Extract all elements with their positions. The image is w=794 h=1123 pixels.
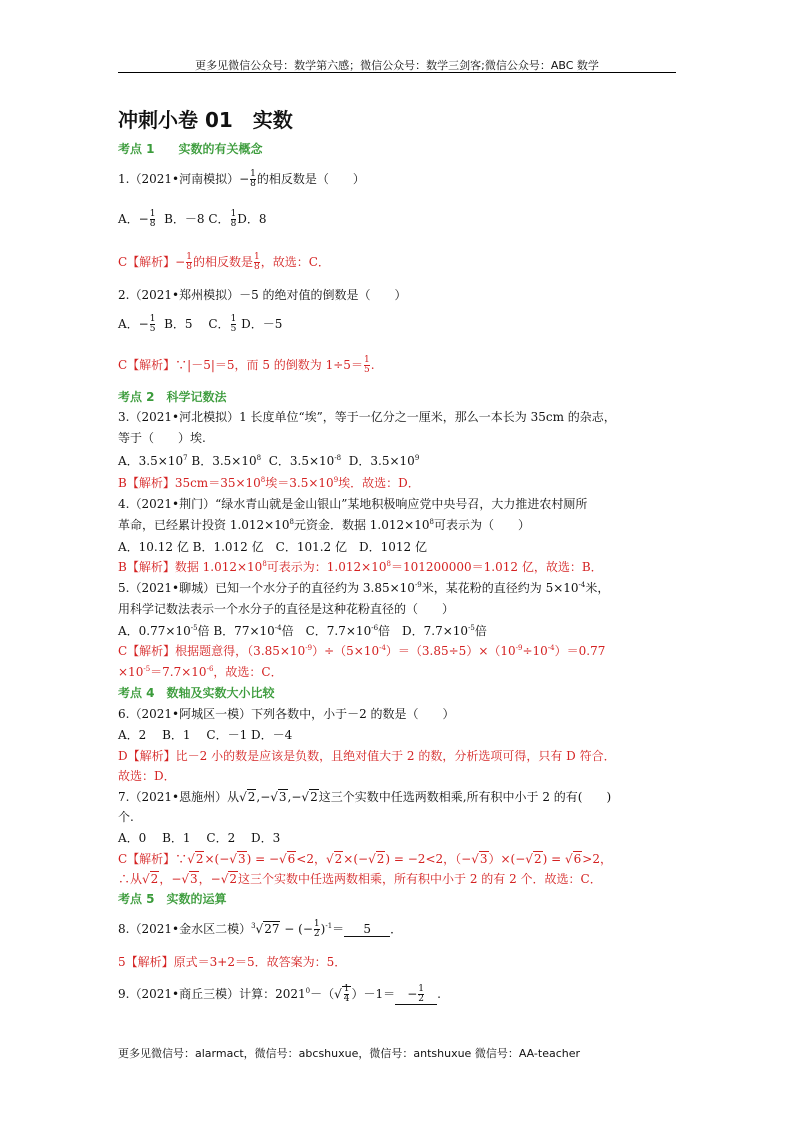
- question-5-line2: 用科学记数法表示一个水分子的直径是这种花粉直径的（ ）: [118, 602, 455, 616]
- answer-blank[interactable]: − $\frac{1}{2}$: [395, 985, 437, 1005]
- answer-7-line2: ∴从√2，−√3，−√2这三个实数中任选两数相乘，所有积中小于 2 的有 2 个．故选：C．: [118, 872, 602, 886]
- question-3: 3.（2021•河北模拟）1 长度单位“埃”，等于一亿分之一厘米，那么一本长为 35cm 的杂志，: [118, 410, 616, 424]
- question-2-options: A．− $\frac{1}{5}$ B．5 C． $\frac{1}{5}$ D．－5: [118, 314, 283, 334]
- header-rule: [118, 72, 676, 73]
- answer-4: B【解析】数据 $1.012\times 10^8$可表示为：$1.012\times 10^8=101200000=1.012$ 亿，故选：B．: [118, 560, 603, 574]
- answer-2: C【解析】∵|－5|＝5，而 5 的倒数为 1÷5＝ $\frac{1}{5}$ .: [118, 355, 375, 375]
- section-heading-4: 考点 4 数轴及实数大小比较: [118, 686, 275, 700]
- question-6: 6.（2021•阿城区一模）下列各数中，小于－2 的数是（ ）: [118, 707, 455, 721]
- question-3-options: A．$3.5\times 10^7$ B．$3.5\times 10^8$ C．$3.5\times 10^{-8}$ D．$3.5\times 10^9$: [118, 454, 420, 468]
- question-3-line2: 等于（ ）埃.: [118, 431, 206, 445]
- section-heading-5: 考点 5 实数的运算: [118, 892, 227, 906]
- answer-blank[interactable]: 5: [344, 922, 390, 937]
- page-header: 更多见微信公众号：数学第六感；微信公众号：数学三剑客;微信公众号：ABC 数学: [195, 59, 599, 72]
- question-1: 1.（2021•河南模拟）− $\frac{1}{8}$ 的相反数是（ ）: [118, 169, 365, 189]
- question-5-options: A．$0.77\times 10^{-5}$倍 B．$77\times 10^{-4}$倍 C．$7.7\times 10^{-6}$倍 D．$7.7\times 10^{-5}$倍: [118, 624, 487, 638]
- answer-5-line2: $\times 10^{-5}=7.7\times 10^{-6}$，故选：C．: [118, 665, 283, 679]
- question-8: 8.（2021•金水区二模）$^3$√27 − (− $\frac{1}{2}$ )$^{-1}$＝ 5 ．: [118, 919, 403, 939]
- answer-7: C【解析】∵√2×(−√3) = −√6<2，√2×(−√2) = −2<2，（−√3）×(−√2) = √6>2，: [118, 852, 612, 866]
- answer-1: C【解析】− $\frac{1}{8}$ 的相反数是 $\frac{1}{8}$ ，故选：C．: [118, 252, 330, 272]
- question-2: 2.（2021•郑州模拟）－5 的绝对值的倒数是（ ）: [118, 288, 407, 302]
- answer-6: D【解析】比－2 小的数是应该是负数，且绝对值大于 2 的数，分析选项可得，只有 D 符合．: [118, 749, 616, 763]
- answer-5: C【解析】根据题意得，$(3.85\times 10^{-9})\div(5\times 10^{-4})=(3.85\div 5)\times(10^{-9}\div 10^{-4})=0.77$: [118, 644, 606, 658]
- answer-6-line2: 故选：D．: [118, 769, 176, 783]
- question-1-options: A．− $\frac{1}{8}$ B．－8 C． $\frac{1}{8}$ D．8: [118, 209, 267, 229]
- question-4: 4.（2021•荆门）“绿水青山就是金山银山”某地积极响应党中央号召，大力推进农村厕所: [118, 497, 588, 511]
- question-7-line2: 个.: [118, 810, 134, 824]
- section-heading-1: 考点 1 实数的有关概念: [118, 142, 263, 156]
- page-footer: 更多见微信号：alarmact，微信号：abcshuxue，微信号：antshuxue 微信号：AA-teacher: [118, 1047, 581, 1060]
- question-6-options: A．2 B．1 C．－1 D．－4: [118, 728, 293, 742]
- question-4-line2: 革命，已经累计投资 $1.012\times 10^8$元资金．数据 $1.012\times 10^8$可表示为（ ）: [118, 518, 530, 532]
- answer-3: B【解析】$35cm=35\times 10^8$埃$=3.5\times 10^9$埃．故选：D．: [118, 476, 420, 490]
- question-7-options: A．0 B．1 C．2 D．3: [118, 831, 281, 845]
- page-title: 冲刺小卷 01 实数: [118, 108, 293, 132]
- question-9: 9.（2021•商丘三模）计算：$2021^0-(√$ $\frac{1}{4}$ ）－1＝ − $\frac{1}{2}$ .: [118, 984, 441, 1004]
- fraction: $\frac{1}{8}$: [250, 169, 256, 189]
- question-7: 7.（2021•恩施州）从√2,−√3,−√2这三个实数中任选两数相乘,所有积中小于 2 的有( ): [118, 790, 612, 804]
- question-5: 5.（2021•聊城）已知一个水分子的直径约为 $3.85\times 10^{-9}$米，某花粉的直径约为 $5\times 10^{-4}$米，: [118, 581, 610, 595]
- answer-8: 5【解析】原式＝3+2＝5．故答案为：5．: [118, 955, 347, 969]
- section-heading-2: 考点 2 科学记数法: [118, 390, 227, 404]
- question-4-options: A．10.12 亿 B．1.012 亿 C．101.2 亿 D．1012 亿: [118, 540, 427, 554]
